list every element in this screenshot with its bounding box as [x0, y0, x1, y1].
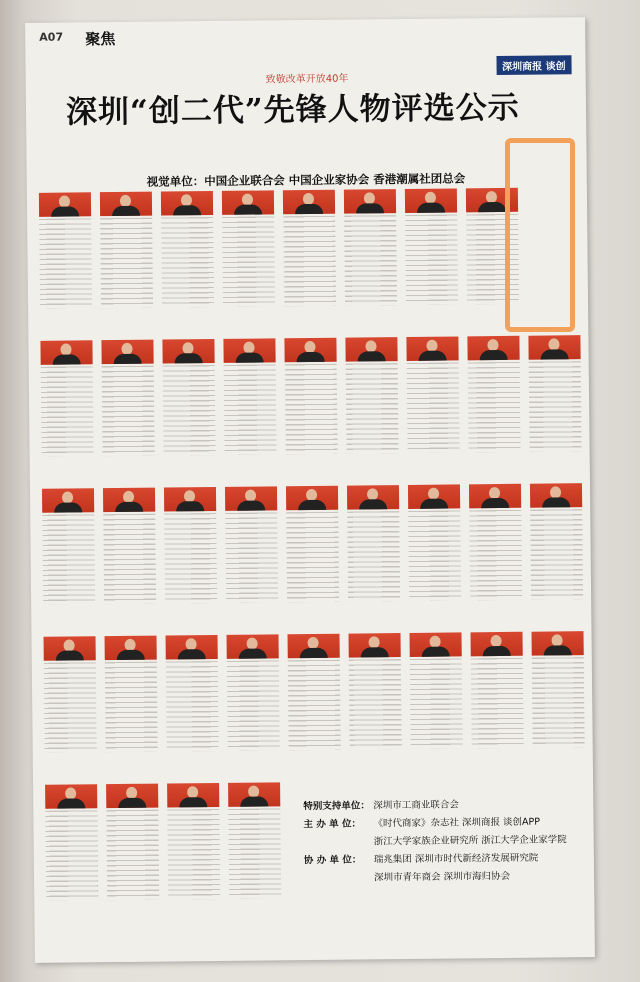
candidate-bio-text: [529, 361, 582, 452]
candidate-portrait: [405, 188, 457, 213]
sponsor-block: [303, 795, 594, 888]
candidate-card: [39, 192, 92, 309]
candidate-portrait: [227, 634, 279, 659]
candidate-portrait: [530, 483, 582, 508]
candidate-portrait: [345, 337, 397, 362]
candidate-portrait: [470, 632, 522, 657]
candidate-card: [283, 190, 336, 307]
candidate-card: [530, 483, 583, 600]
candidate-bio-text: [471, 658, 524, 749]
co-host-label: 协 办 单 位：: [303, 854, 362, 867]
candidate-portrait: [228, 782, 280, 807]
candidate-card: [347, 485, 400, 602]
candidate-card: [101, 340, 154, 457]
candidate-card: [406, 336, 459, 453]
candidate-portrait: [100, 192, 152, 217]
candidate-bio-text: [346, 363, 399, 454]
candidate-bio-text: [102, 366, 155, 457]
candidate-bio-text: [45, 810, 98, 901]
candidate-bio-text: [222, 216, 275, 307]
candidate-card: [286, 486, 339, 603]
candidate-bio-text: [224, 364, 277, 455]
candidate-bio-text: [166, 661, 219, 752]
candidate-portrait: [166, 635, 218, 660]
candidate-card: [222, 190, 275, 307]
candidate-row: [42, 483, 582, 489]
candidate-bio-text: [167, 809, 220, 900]
candidate-bio-text: [44, 662, 97, 753]
candidate-bio-text: [225, 512, 278, 603]
candidate-portrait: [531, 631, 583, 656]
candidate-portrait: [164, 487, 216, 512]
candidate-bio-text: [469, 510, 522, 601]
candidate-row: [45, 779, 585, 785]
candidate-portrait: [44, 636, 96, 661]
candidate-bio-text: [530, 509, 583, 600]
candidate-bio-text: [100, 218, 153, 309]
candidate-bio-text: [408, 510, 461, 601]
candidate-portrait: [347, 485, 399, 510]
candidate-card: [528, 335, 581, 452]
candidate-card: [166, 635, 219, 752]
candidate-card: [469, 484, 522, 601]
candidate-bio-text: [164, 513, 217, 604]
candidate-bio-text: [288, 660, 341, 751]
candidate-portrait: [162, 339, 214, 364]
co-host-text-2: 深圳市青年商会 深圳市海归协会: [374, 870, 511, 884]
candidate-card: [44, 636, 97, 753]
candidate-card: [100, 192, 153, 309]
section-name: 聚焦: [85, 30, 116, 49]
candidate-portrait: [101, 340, 153, 365]
candidate-bio-text: [228, 808, 281, 899]
candidate-portrait: [223, 338, 275, 363]
candidate-row: [39, 187, 579, 193]
candidate-portrait: [167, 783, 219, 808]
candidate-card: [228, 782, 281, 899]
candidate-bio-text: [106, 810, 159, 901]
candidate-card: [344, 189, 397, 306]
candidate-card: [349, 633, 402, 750]
candidate-card: [225, 486, 278, 603]
special-support-text: 深圳市工商业联合会: [373, 799, 459, 812]
handdrawn-highlight-box: [505, 138, 575, 332]
candidate-card: [410, 632, 463, 749]
candidate-bio-text: [41, 366, 94, 457]
candidate-bio-text: [407, 362, 460, 453]
candidate-bio-text: [103, 514, 156, 605]
candidate-card: [40, 340, 93, 457]
candidate-portrait: [344, 189, 396, 214]
candidate-portrait: [39, 192, 91, 217]
candidate-bio-text: [42, 514, 95, 605]
candidate-bio-text: [105, 662, 158, 753]
candidate-bio-text: [39, 218, 92, 309]
candidate-card: [470, 632, 523, 749]
candidate-card: [164, 487, 217, 604]
page-number: A07: [39, 30, 64, 44]
host-text-1: 《时代商家》杂志社 深圳商报 谈创APP: [373, 816, 541, 830]
special-support-label: 特别支持单位：: [303, 800, 370, 813]
host-label: 主 办 单 位：: [303, 818, 361, 831]
candidate-portrait: [406, 336, 458, 361]
candidate-grid: [39, 187, 579, 193]
candidate-bio-text: [349, 659, 402, 750]
candidate-bio-text: [410, 658, 463, 749]
candidate-card: [105, 636, 158, 753]
candidate-portrait: [283, 190, 335, 215]
candidate-bio-text: [347, 511, 400, 602]
candidate-portrait: [161, 191, 213, 216]
candidate-portrait: [40, 340, 92, 365]
candidate-row: [44, 631, 584, 637]
candidate-card: [345, 337, 398, 454]
candidate-bio-text: [344, 215, 397, 306]
visual-units-line: 视觉单位：中国企业联合会 中国企业家协会 香港潮属社团总会: [146, 171, 466, 189]
candidate-portrait: [408, 484, 460, 509]
candidate-card: [167, 783, 220, 900]
candidate-card: [284, 338, 337, 455]
candidate-card: [42, 488, 95, 605]
subheading: 致敬改革开放40年: [265, 73, 349, 86]
candidate-bio-text: [163, 365, 216, 456]
candidate-bio-text: [283, 216, 336, 307]
candidate-portrait: [469, 484, 521, 509]
headline: 深圳“创二代”先锋人物评选公示: [65, 89, 520, 131]
candidate-portrait: [42, 488, 94, 513]
host-text-2: 浙江大学家族企业研究所 浙江大学企业家学院: [373, 834, 567, 848]
candidate-card: [103, 488, 156, 605]
candidate-card: [106, 784, 159, 901]
candidate-bio-text: [286, 512, 339, 603]
brand-logo: 深圳商报 谈创: [496, 55, 572, 75]
co-host-text-1: 瑞兆集团 深圳市时代新经济发展研究院: [373, 852, 539, 866]
candidate-portrait: [349, 633, 401, 658]
candidate-bio-text: [161, 217, 214, 308]
candidate-card: [288, 634, 341, 751]
candidate-card: [405, 188, 458, 305]
candidate-bio-text: [468, 362, 521, 453]
candidate-card: [227, 634, 280, 751]
candidate-card: [531, 631, 584, 748]
candidate-portrait: [528, 335, 580, 360]
candidate-portrait: [222, 190, 274, 215]
candidate-portrait: [284, 338, 336, 363]
candidate-bio-text: [405, 214, 458, 305]
candidate-portrait: [410, 632, 462, 657]
candidate-row: [40, 335, 580, 341]
candidate-bio-text: [532, 657, 585, 748]
candidate-card: [162, 339, 215, 456]
candidate-portrait: [467, 336, 519, 361]
candidate-portrait: [105, 636, 157, 661]
candidate-portrait: [45, 784, 97, 809]
candidate-bio-text: [285, 364, 338, 455]
candidate-card: [45, 784, 98, 901]
intro-text-block: [116, 126, 546, 167]
candidate-portrait: [286, 486, 338, 511]
candidate-card: [467, 336, 520, 453]
candidate-portrait: [225, 486, 277, 511]
candidate-portrait: [103, 488, 155, 513]
candidate-bio-text: [227, 660, 280, 751]
candidate-card: [408, 484, 461, 601]
candidate-portrait: [106, 784, 158, 809]
candidate-portrait: [288, 634, 340, 659]
candidate-card: [223, 338, 276, 455]
candidate-card: [161, 191, 214, 308]
